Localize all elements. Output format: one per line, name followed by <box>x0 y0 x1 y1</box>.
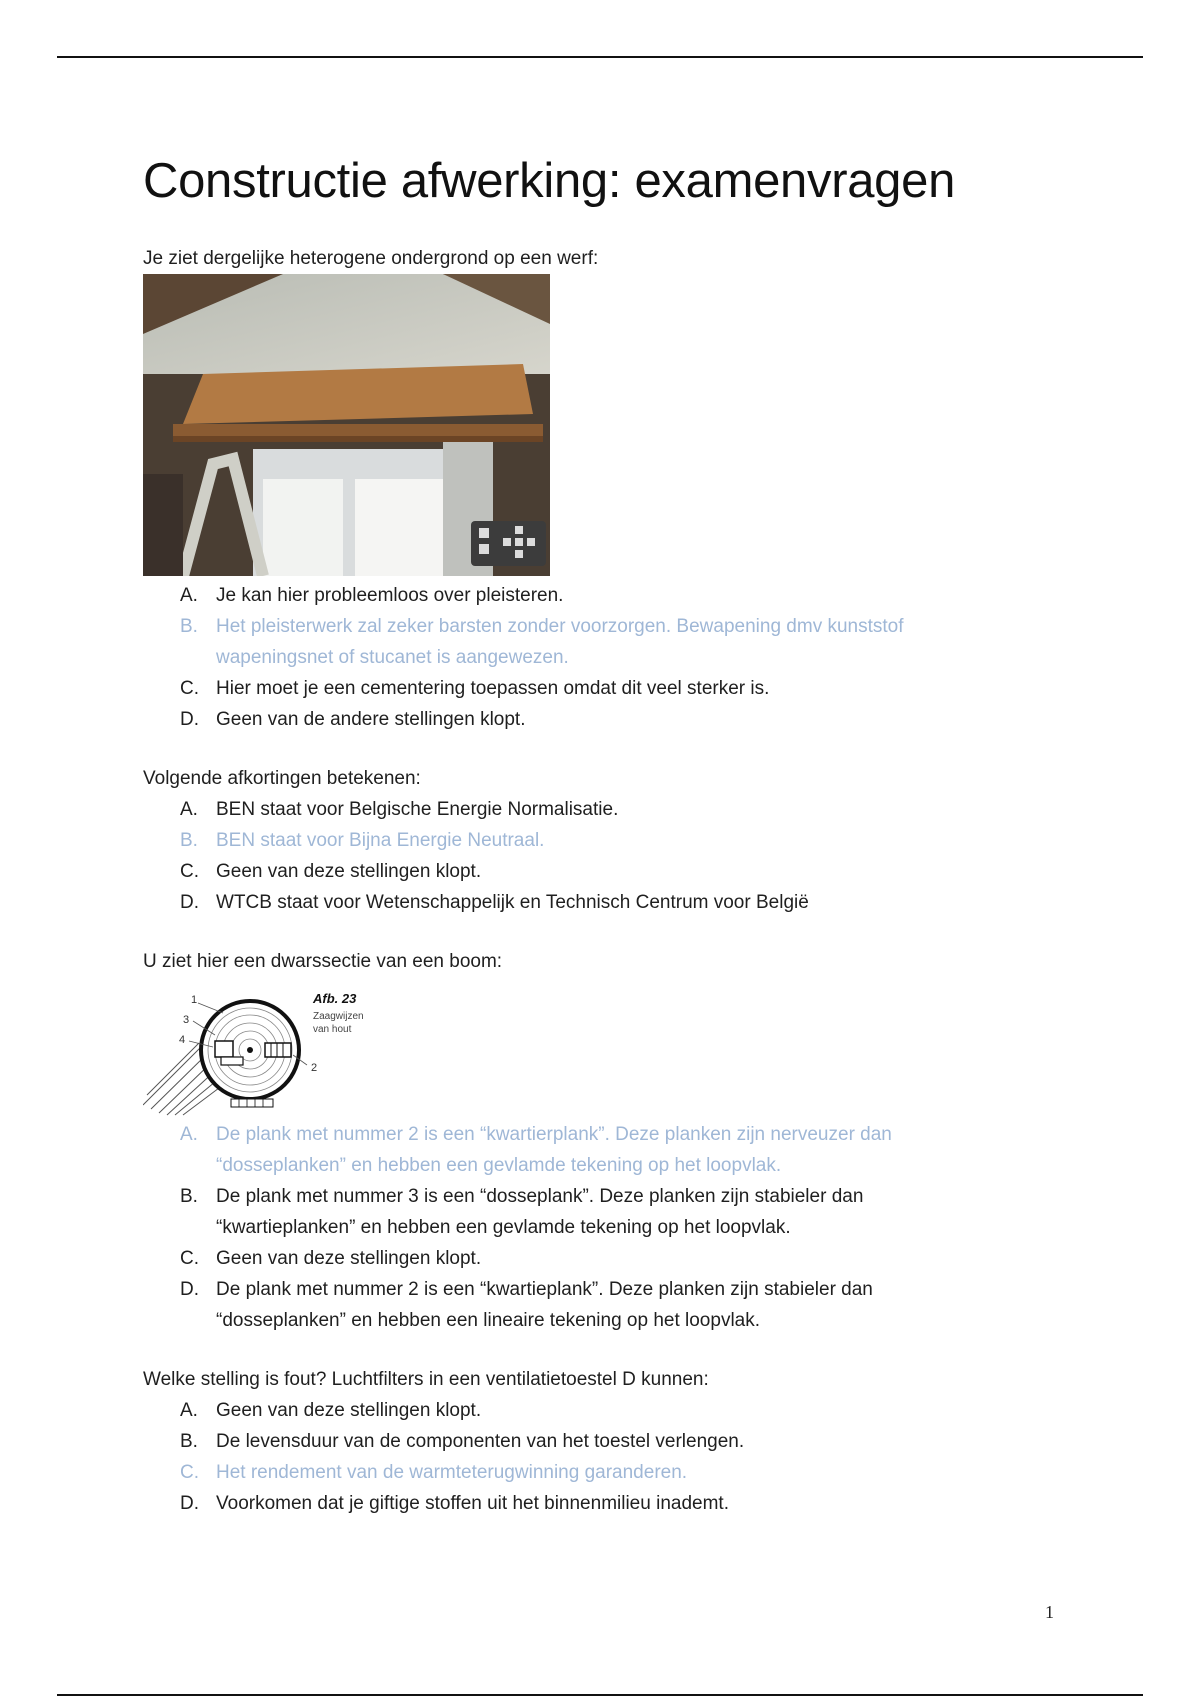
option-c[interactable]: C. Het rendement van de warmteterugwinning garanderen. <box>180 1462 688 1484</box>
option-a[interactable]: A. De plank met nummer 2 is een “kwartierplank”. Deze planken zijn nerveuzer dan “dosseplanken” en hebben een gevlamde tekening op het loopvlak. <box>180 1124 892 1177</box>
figure-caption-title: Afb. 23 <box>313 991 357 1007</box>
figure-caption-line1: Zaagwijzen <box>313 1011 364 1023</box>
option-d[interactable]: D. Voorkomen dat je giftige stoffen uit het binnenmilieu inademt. <box>180 1493 729 1515</box>
question-4-options <box>143 1395 1043 1519</box>
label-1: 1 <box>191 994 198 1007</box>
question-1-options <box>143 580 1043 735</box>
wall-photo <box>143 274 550 576</box>
option-a[interactable]: A. Je kan hier probleemloos over pleisteren. <box>180 585 564 607</box>
option-b[interactable]: B. Het pleisterwerk zal zeker barsten zonder voorzorgen. Bewapening dmv kunststof wapeningsnet of stucanet is aangewezen. <box>180 616 904 669</box>
option-b[interactable]: B. De plank met nummer 3 is een “dosseplank”. Deze planken zijn stabieler dan “kwartieplanken” en hebben een gevlamde tekening op het loopvlak. <box>180 1186 864 1239</box>
option-d[interactable]: D. Geen van de andere stellingen klopt. <box>180 709 526 731</box>
option-c[interactable]: C. Geen van deze stellingen klopt. <box>180 1248 482 1270</box>
page-title: Constructie afwerking: examenvragen <box>143 154 956 208</box>
question-3-options <box>143 1119 1043 1336</box>
option-a[interactable]: A. BEN staat voor Belgische Energie Normalisatie. <box>180 799 619 821</box>
option-c[interactable]: C. Geen van deze stellingen klopt. <box>180 861 482 883</box>
label-2: 2 <box>311 1062 318 1075</box>
label-4: 4 <box>179 1034 186 1047</box>
option-b[interactable]: B. De levensduur van de componenten van het toestel verlengen. <box>180 1431 745 1453</box>
option-d[interactable]: D. WTCB staat voor Wetenschappelijk en Technisch Centrum voor België <box>180 892 809 914</box>
document-page <box>143 140 1043 1547</box>
figure-caption-line2: van hout <box>313 1024 352 1036</box>
label-3: 3 <box>183 1014 190 1027</box>
question-2-options <box>143 794 1043 918</box>
question-2-prompt: Volgende afkortingen betekenen: <box>143 768 421 790</box>
option-b[interactable]: B. BEN staat voor Bijna Energie Neutraal. <box>180 830 545 852</box>
page-number: 1 <box>1045 1602 1054 1622</box>
tree-cross-section-figure <box>143 985 383 1117</box>
footer-rule <box>57 1694 1143 1696</box>
option-c[interactable]: C. Hier moet je een cementering toepassen omdat dit veel sterker is. <box>180 678 770 700</box>
header-rule <box>57 56 1143 58</box>
question-3-prompt: U ziet hier een dwarssectie van een boom: <box>143 951 503 973</box>
question-4-prompt: Welke stelling is fout? Luchtfilters in een ventilatietoestel D kunnen: <box>143 1369 709 1391</box>
option-d[interactable]: D. De plank met nummer 2 is een “kwartieplank”. Deze planken zijn stabieler dan “dosseplanken” en hebben een lineaire tekening op het loopvlak. <box>180 1279 873 1332</box>
question-1-prompt: Je ziet dergelijke heterogene ondergrond op een werf: <box>143 248 599 270</box>
option-a[interactable]: A. Geen van deze stellingen klopt. <box>180 1400 482 1422</box>
